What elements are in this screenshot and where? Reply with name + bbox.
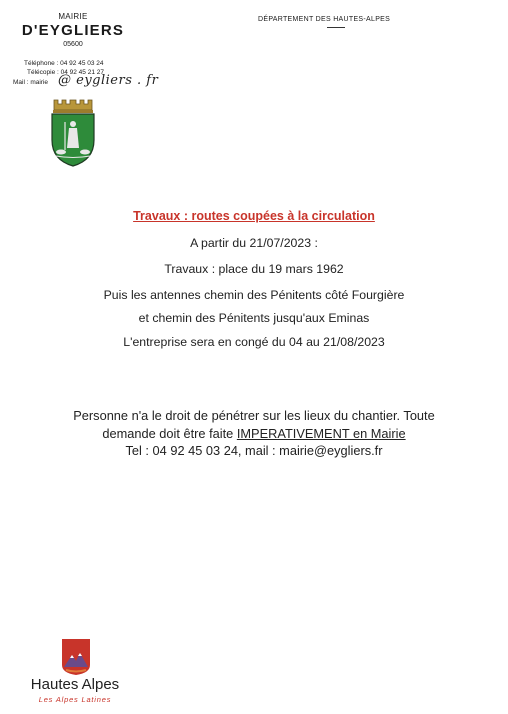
logo-tagline: Les Alpes Latines [38, 695, 112, 704]
notice-title: Travaux : routes coupées à la circulation [133, 209, 375, 223]
notice-holiday: L'entreprise sera en congé du 04 au 21/08/2023 [123, 335, 385, 349]
warning-line-1: Personne n'a le droit de pénétrer sur les lieux du chantier. Toute [73, 408, 435, 423]
mairie-name: D'EYGLIERS [21, 22, 125, 39]
postcode: 05600 [63, 41, 83, 48]
department-underline [327, 27, 345, 28]
telecopie: Télécopie : 04 92 45 21 27 [27, 69, 104, 76]
mail-handwritten: @ eygliers . fr [58, 73, 159, 88]
department: DÉPARTEMENT DES HAUTES-ALPES [258, 16, 391, 23]
coat-of-arms-icon [48, 96, 98, 168]
warning-line-2: demande doit être faite IMPERATIVEMENT en Mairie [102, 425, 406, 441]
hautes-alpes-logo-icon [54, 637, 98, 677]
mail-label: Mail : mairie [13, 79, 49, 86]
telephone: Téléphone : 04 92 45 03 24 [24, 60, 104, 67]
notice-works-location: Travaux : place du 19 mars 1962 [164, 262, 344, 276]
mairie-label: MAIRIE [58, 12, 88, 21]
warning-line-3: Tel : 04 92 45 03 24, mail : mairie@eygliers.fr [125, 443, 383, 458]
warning-emphasis: IMPERATIVEMENT en Mairie [236, 425, 406, 441]
notice-start-date: A partir du 21/07/2023 : [190, 236, 318, 250]
notice-works-antennas: Puis les antennes chemin des Pénitents côté Fourgière [103, 288, 405, 302]
notice-warning [0, 407, 508, 460]
logo-name: Hautes Alpes [30, 676, 120, 693]
notice-works-path: et chemin des Pénitents jusqu'aux Eminas [138, 311, 370, 325]
